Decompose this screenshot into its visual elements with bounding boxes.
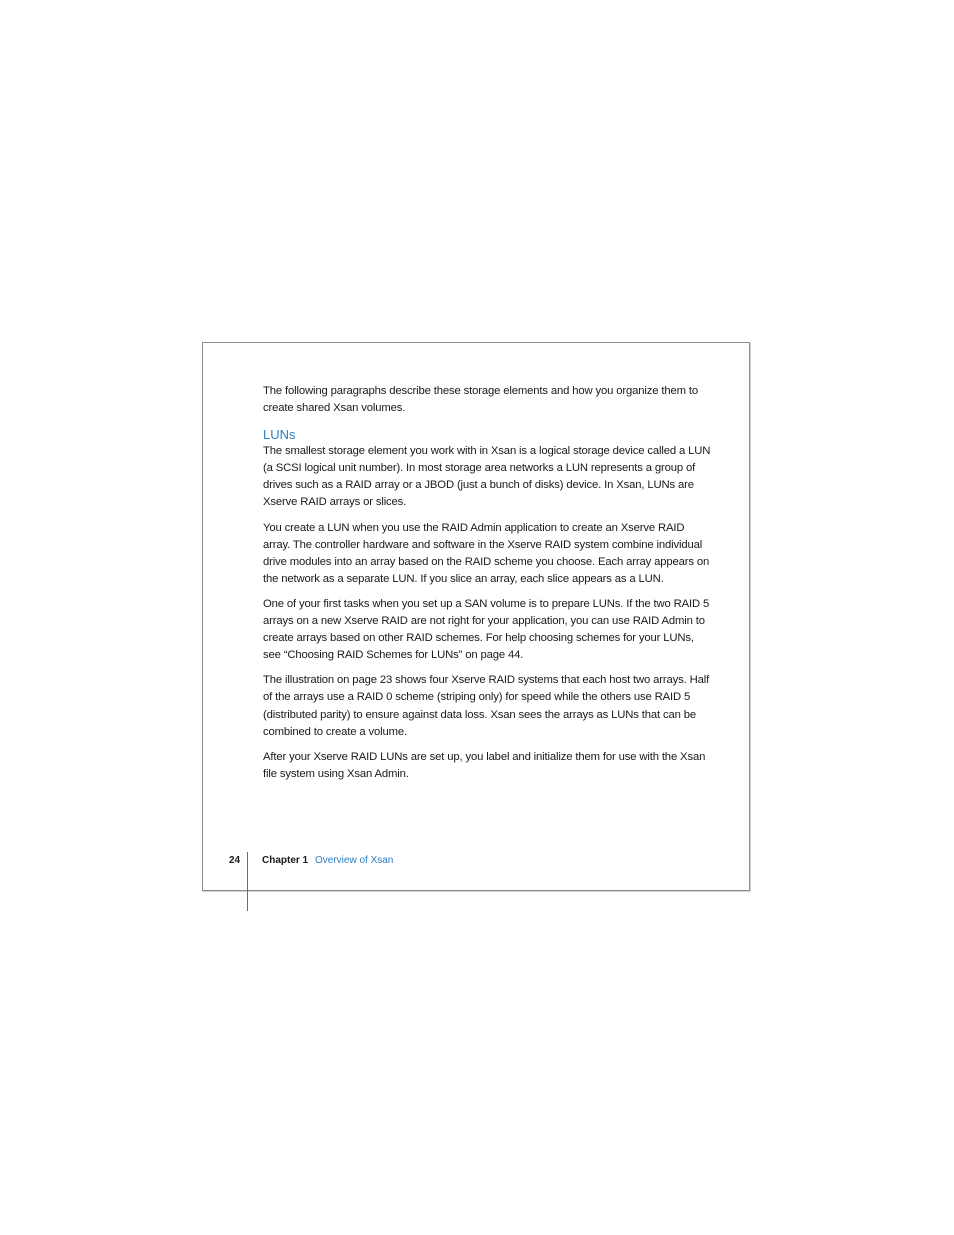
body-paragraph: After your Xserve RAID LUNs are set up, you label and initialize them for use with the Xsan file system using Xsan Admin.: [263, 750, 706, 780]
page-footer: [202, 852, 750, 872]
page-number: 24: [229, 855, 241, 866]
page-content: [263, 383, 711, 791]
section-heading-luns: LUNs: [263, 427, 296, 443]
body-paragraph: The smallest storage element you work with in Xsan is a logical storage device called a LUN (a SCSI logical unit number). In most storage area networks a LUN represents a group of drives such as a RAID array or a JBOD (just a bunch of disks) device. In Xsan, LUNs are Xserve RAID arrays or slices.: [263, 445, 711, 509]
chapter-title: Overview of Xsan: [315, 855, 394, 866]
footer-divider: [247, 852, 248, 911]
body-paragraph: You create a LUN when you use the RAID Admin application to create an Xserve RAID array. The controller hardware and software in the Xserve RAID system combine individual drive modules into an array based on the RAID scheme you choose. Each array appears on the network as a separate LUN. If you slice an array, each slice appears as a LUN.: [263, 521, 710, 585]
intro-paragraph: The following paragraphs describe these storage elements and how you organize them to create shared Xsan volumes.: [263, 385, 699, 415]
chapter-label: Chapter 1: [262, 855, 309, 866]
body-paragraph: One of your first tasks when you set up a SAN volume is to prepare LUNs. If the two RAID 5 arrays on a new Xserve RAID are not right for your application, you can use RAID Admin to create arrays based on other RAID schemes. For help choosing schemes for your LUNs, see “Choosing RAID Schemes for LUNs” on page 44.: [263, 597, 710, 662]
body-paragraph: The illustration on page 23 shows four Xserve RAID systems that each host two arrays. Half of the arrays use a RAID 0 scheme (striping only) for speed while the others use RAID 5 (distributed parity) to ensure against data loss. Xsan sees the arrays as LUNs that can be combined to create a volume.: [263, 674, 710, 738]
